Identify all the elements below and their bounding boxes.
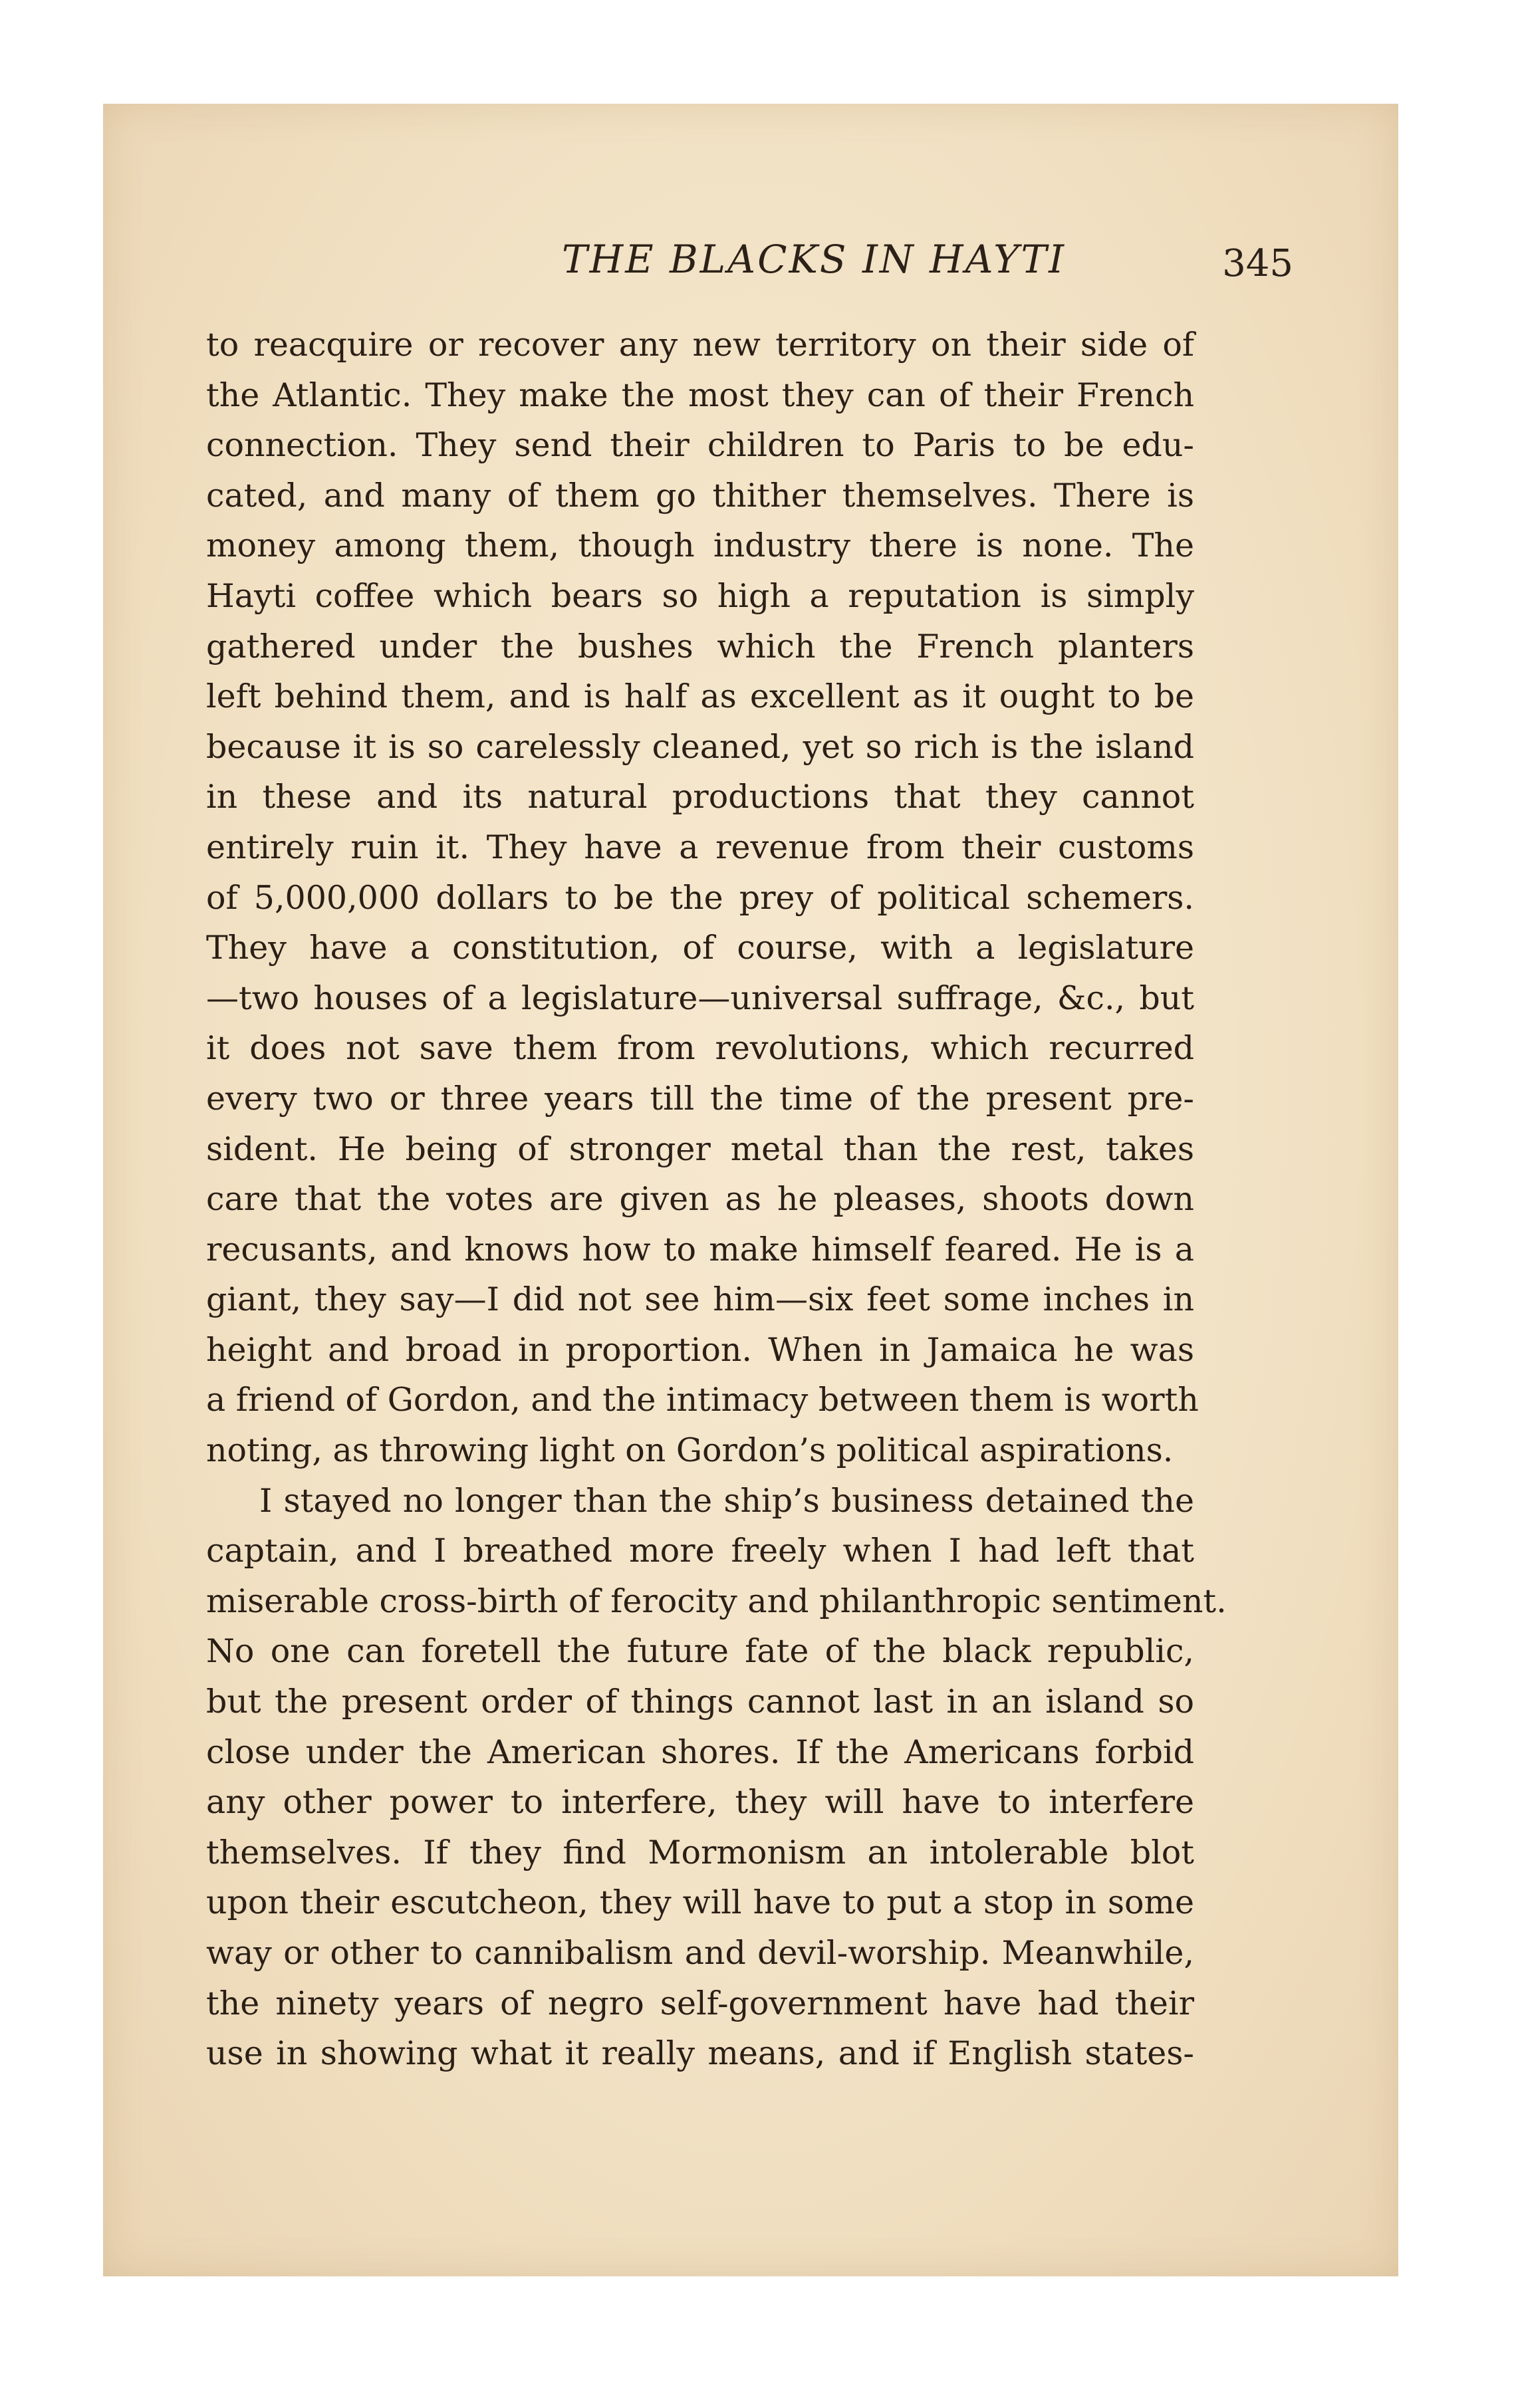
text-line: it does not save them from revolutions, which recurred [206,1029,1194,1068]
text-line: close under the American shores. If the Americans forbid [206,1733,1194,1771]
text-line: because it is so carelessly cleaned, yet so rich is the island [206,727,1194,766]
text-line: the ninety years of negro self-government have had their [206,1984,1194,2022]
text-line: to reacquire or recover any new territory on their side of [206,326,1194,364]
text-line: noting, as throwing light on Gordon’s political aspirations. [206,1431,1174,1470]
text-line: any other power to interfere, they will have to interfere [206,1783,1194,1822]
text-line: themselves. If they find Mormonism an intolerable blot [206,1833,1194,1871]
book-page [103,104,1398,2276]
text-line: height and broad in proportion. When in Jamaica he was [206,1330,1194,1369]
text-line: care that the votes are given as he pleases, shoots down [206,1180,1194,1219]
text-line: —two houses of a legislature—universal suffrage, &c., but [206,979,1194,1017]
text-line: every two or three years till the time of the present pre- [206,1079,1194,1118]
text-line: left behind them, and is half as excellent as it ought to be [206,677,1194,716]
text-line: No one can foretell the future fate of the black republic, [206,1632,1194,1671]
text-line: cated, and many of them go thither themselves. There is [206,476,1194,515]
text-line: a friend of Gordon, and the intimacy between them is worth [206,1381,1199,1419]
body-text [206,320,1227,2079]
paragraph-2 [206,1476,1227,2079]
text-line: but the present order of things cannot last in an island so [206,1683,1194,1721]
text-line: Hayti coffee which bears so high a reputation is simply [206,576,1194,615]
text-line: money among them, though industry there is none. The [206,527,1194,565]
text-line: upon their escutcheon, they will have to put a stop in some [206,1883,1194,1922]
running-head [309,237,1293,310]
text-line: in these and its natural productions that they cannot [206,778,1194,816]
text-line: recusants, and knows how to make himself feared. He is a [206,1230,1194,1268]
text-line: use in showing what it really means, and if English states- [206,2034,1194,2073]
text-line: connection. They send their children to Paris to be edu- [206,426,1194,465]
running-title: THE BLACKS IN HAYTI [562,237,1067,282]
text-line: I stayed no longer than the ship’s business detained the [259,1481,1194,1520]
text-line: way or other to cannibalism and devil-worship. Meanwhile, [206,1934,1194,1972]
text-line: of 5,000,000 dollars to be the prey of political schemers. [206,878,1194,917]
page-number: 345 [1222,242,1293,285]
text-line: giant, they say—I did not see him—six feet some inches in [206,1280,1194,1319]
paragraph-1 [206,320,1199,1476]
text-line: miserable cross-birth of ferocity and philanthropic sentiment. [206,1582,1227,1620]
text-line: sident. He being of stronger metal than the rest, takes [206,1130,1194,1168]
text-line: gathered under the bushes which the French planters [206,627,1194,665]
text-line: They have a constitution, of course, with a legislature [206,929,1194,967]
text-line: captain, and I breathed more freely when I had left that [206,1532,1194,1570]
text-line: entirely ruin it. They have a revenue from their customs [206,828,1194,866]
text-line: the Atlantic. They make the most they can of their French [206,376,1194,414]
